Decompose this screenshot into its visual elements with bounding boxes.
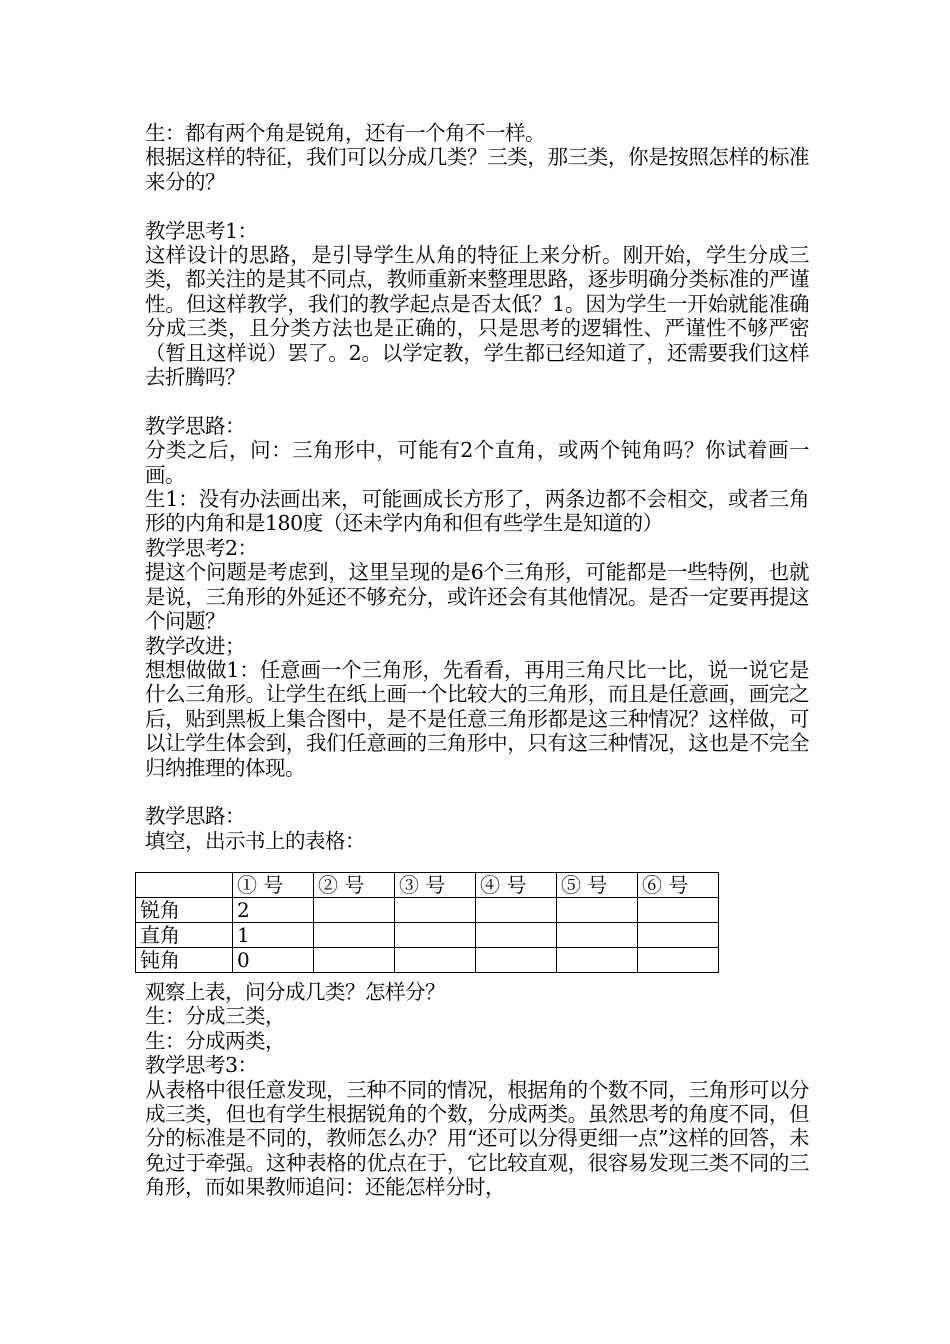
section-heading: 教学思考1： [145, 218, 258, 243]
document-body-continued [145, 980, 809, 1200]
table-cell [476, 948, 557, 973]
row-label-cell: 直角 [136, 923, 233, 948]
table-cell [638, 923, 719, 948]
table-cell: 1 [233, 923, 314, 948]
table-header-cell: ④ 号 [476, 873, 557, 898]
paragraph: 根据这样的特征，我们可以分成几类？三类，那三类，你是按照怎样的标准来分的？ [145, 145, 809, 194]
angle-table-wrap [135, 872, 719, 973]
paragraph: 从表格中很任意发现，三种不同的情况，根据角的个数不同，三角形可以分成三类，但也有学生根据锐角的个数，分成两类。虽然思考的角度不同，但分的标准是不同的，教师怎么办？用“还可以分得更细一点”这样的回答，未免过于牵强。这种表格的优点在于，它比较直观，很容易发现三类不同的三角形，而如果教师追问：还能怎样分时， [145, 1077, 809, 1200]
section-heading: 教学思路： [145, 804, 245, 829]
section-heading: 教学思考3： [145, 1053, 258, 1078]
table-header-cell: ② 号 [314, 873, 395, 898]
blank-line [145, 194, 809, 218]
table-header-cell: ③ 号 [395, 873, 476, 898]
table-row [136, 898, 719, 923]
table-cell [395, 948, 476, 973]
paragraph: 提这个问题是考虑到，这里呈现的是6个三角形，可能都是一些特例，也就是说，三角形的外延还不够充分，或许还会有其他情况。是否一定要再提这个问题？ [145, 560, 809, 634]
document-body [145, 121, 809, 853]
table-cell: 0 [233, 948, 314, 973]
table-cell: 2 [233, 898, 314, 923]
paragraph: 想想做做1：任意画一个三角形，先看看，再用三角尺比一比，说一说它是什么三角形。让学生在纸上画一个比较大的三角形，而且是任意画，画完之后，贴到黑板上集合图中，是不是任意三角形都是这三种情况？这样做，可以让学生体会到，我们任意画的三角形中，只有这三种情况，这也是不完全归纳推理的体现。 [145, 657, 809, 780]
row-label-cell: 锐角 [136, 898, 233, 923]
table-cell [314, 948, 395, 973]
paragraph: 填空，出示书上的表格： [145, 828, 365, 853]
table-cell [557, 948, 638, 973]
table-cell [638, 898, 719, 923]
table-header-cell [136, 873, 233, 898]
table-cell [395, 898, 476, 923]
table-cell [638, 948, 719, 973]
section-heading: 教学思路： [145, 413, 245, 438]
paragraph: 分类之后，问：三角形中，可能有2个直角，或两个钝角吗？你试着画一画。 [145, 438, 809, 487]
table-header-cell: ① 号 [233, 873, 314, 898]
table-row [136, 923, 719, 948]
paragraph: 观察上表，问分成几类？怎样分？ [145, 980, 445, 1004]
blank-line [145, 389, 809, 413]
table-cell [557, 898, 638, 923]
angle-table [135, 872, 719, 973]
paragraph: 生：都有两个角是锐角，还有一个角不一样。 [145, 121, 545, 145]
table-header-cell: ⑥ 号 [638, 873, 719, 898]
table-cell [476, 898, 557, 923]
table-cell [314, 898, 395, 923]
paragraph: 生：分成两类， [145, 1028, 285, 1053]
table-cell [557, 923, 638, 948]
paragraph: 生：分成三类， [145, 1004, 285, 1029]
table-cell [314, 923, 395, 948]
section-heading: 教学改进； [145, 633, 245, 658]
table-row [136, 948, 719, 973]
table-header-row [136, 873, 719, 898]
blank-line [145, 780, 809, 804]
row-label-cell: 钝角 [136, 948, 233, 973]
table-cell [395, 923, 476, 948]
table-cell [476, 923, 557, 948]
table-header-cell: ⑤ 号 [557, 873, 638, 898]
paragraph: 这样设计的思路，是引导学生从角的特征上来分析。刚开始，学生分成三类，都关注的是其不同点，教师重新来整理思路，逐步明确分类标准的严谨性。但这样教学，我们的教学起点是否太低？1。因为学生一开始就能准确分成三类，且分类方法也是正确的，只是思考的逻辑性、严谨性不够严密（暂且这样说）罢了。2。以学定教，学生都已经知道了，还需要我们这样去折腾吗？ [145, 243, 809, 390]
section-heading: 教学思考2： [145, 535, 258, 560]
paragraph: 生1：没有办法画出来，可能画成长方形了，两条边都不会相交，或者三角形的内角和是180度（还未学内角和但有些学生是知道的） [145, 487, 809, 536]
